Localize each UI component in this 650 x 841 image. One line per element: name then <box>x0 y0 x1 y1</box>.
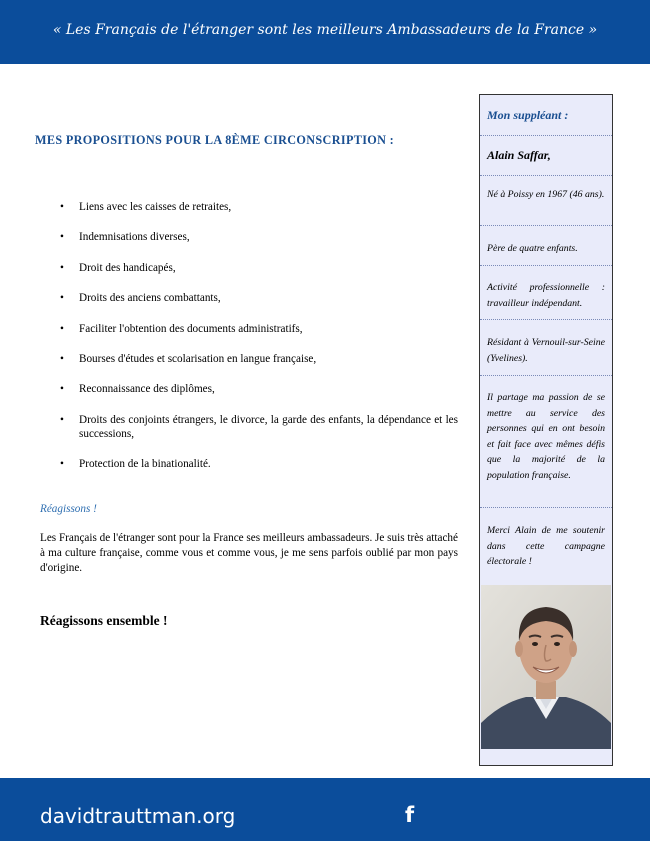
facebook-icon[interactable]: f <box>405 803 415 827</box>
bullet-icon: • <box>60 231 64 244</box>
list-item <box>60 291 458 305</box>
proposal-text: Liens avec les caisses de retraites, <box>79 201 232 213</box>
list-item <box>60 230 458 244</box>
list-item <box>60 352 458 366</box>
top-banner <box>0 0 650 64</box>
intro-paragraph: Les Français de l'étranger sont pour la France ses meilleurs ambassadeurs. Je suis très attaché à ma culture française, comme vous et comme vous, je me sens parfois oublié par mon pays d'origine. <box>40 532 458 574</box>
list-item <box>60 382 458 396</box>
substitute-born: Né à Poissy en 1967 (46 ans). <box>487 189 605 200</box>
divider <box>480 135 612 136</box>
header-quote: « Les Français de l'étranger sont les meilleurs Ambassadeurs de la France » <box>52 22 598 38</box>
bullet-icon: • <box>60 261 64 274</box>
proposal-text: Reconnaissance des diplômes, <box>79 383 215 396</box>
divider <box>480 265 612 266</box>
substitute-sidebar <box>479 94 613 766</box>
proposal-text: Protection de la binationalité. <box>79 458 211 471</box>
proposal-text: Droits des conjoints étrangers, le divorce, la garde des enfants, la dépendance et les successions, <box>79 413 458 440</box>
portrait-illustration <box>481 585 611 749</box>
substitute-name: Alain Saffar, <box>487 148 551 162</box>
sidebar-title: Mon suppléant : <box>487 108 569 122</box>
bullet-icon: • <box>60 352 64 365</box>
reagissons-label: Réagissons ! <box>40 503 97 515</box>
proposal-text: Droit des handicapés, <box>79 261 176 274</box>
bullet-icon: • <box>60 383 64 396</box>
list-item <box>60 261 458 275</box>
divider <box>480 507 612 508</box>
bullet-icon: • <box>60 413 64 426</box>
substitute-passion: Il partage ma passion de se mettre au service des personnes qui en ont besoin et fait face avec mêmes défis que la majorité de la population française. <box>487 392 605 481</box>
substitute-children: Père de quatre enfants. <box>487 243 578 254</box>
list-item <box>60 200 458 214</box>
proposal-text: Bourses d'études et scolarisation en langue française, <box>79 352 317 365</box>
bullet-icon: • <box>60 458 64 471</box>
substitute-activity: Activité professionnelle : travailleur indépendant. <box>487 282 605 309</box>
bullet-icon: • <box>60 322 64 335</box>
list-item <box>60 457 458 471</box>
list-item <box>60 413 458 441</box>
divider <box>480 319 612 320</box>
proposal-text: Faciliter l'obtention des documents administratifs, <box>79 322 303 335</box>
divider <box>480 375 612 376</box>
list-item <box>60 322 458 336</box>
substitute-thanks: Merci Alain de me soutenir dans cette campagne électorale ! <box>487 525 605 567</box>
proposals-list <box>60 200 458 488</box>
divider <box>480 175 612 176</box>
proposal-text: Droits des anciens combattants, <box>79 292 221 305</box>
bullet-icon: • <box>60 201 64 213</box>
page-title: MES PROPOSITIONS POUR LA 8ÈME CIRCONSCRIPTION : <box>35 133 395 147</box>
divider <box>480 225 612 226</box>
substitute-residence: Résidant à Vernouil-sur-Seine (Yvelines). <box>487 337 605 364</box>
website-link[interactable]: davidtrauttman.org <box>40 804 236 828</box>
proposal-text: Indemnisations diverses, <box>79 231 190 244</box>
bullet-icon: • <box>60 292 64 305</box>
closing-statement: Réagissons ensemble ! <box>40 613 168 628</box>
substitute-photo <box>481 585 611 749</box>
